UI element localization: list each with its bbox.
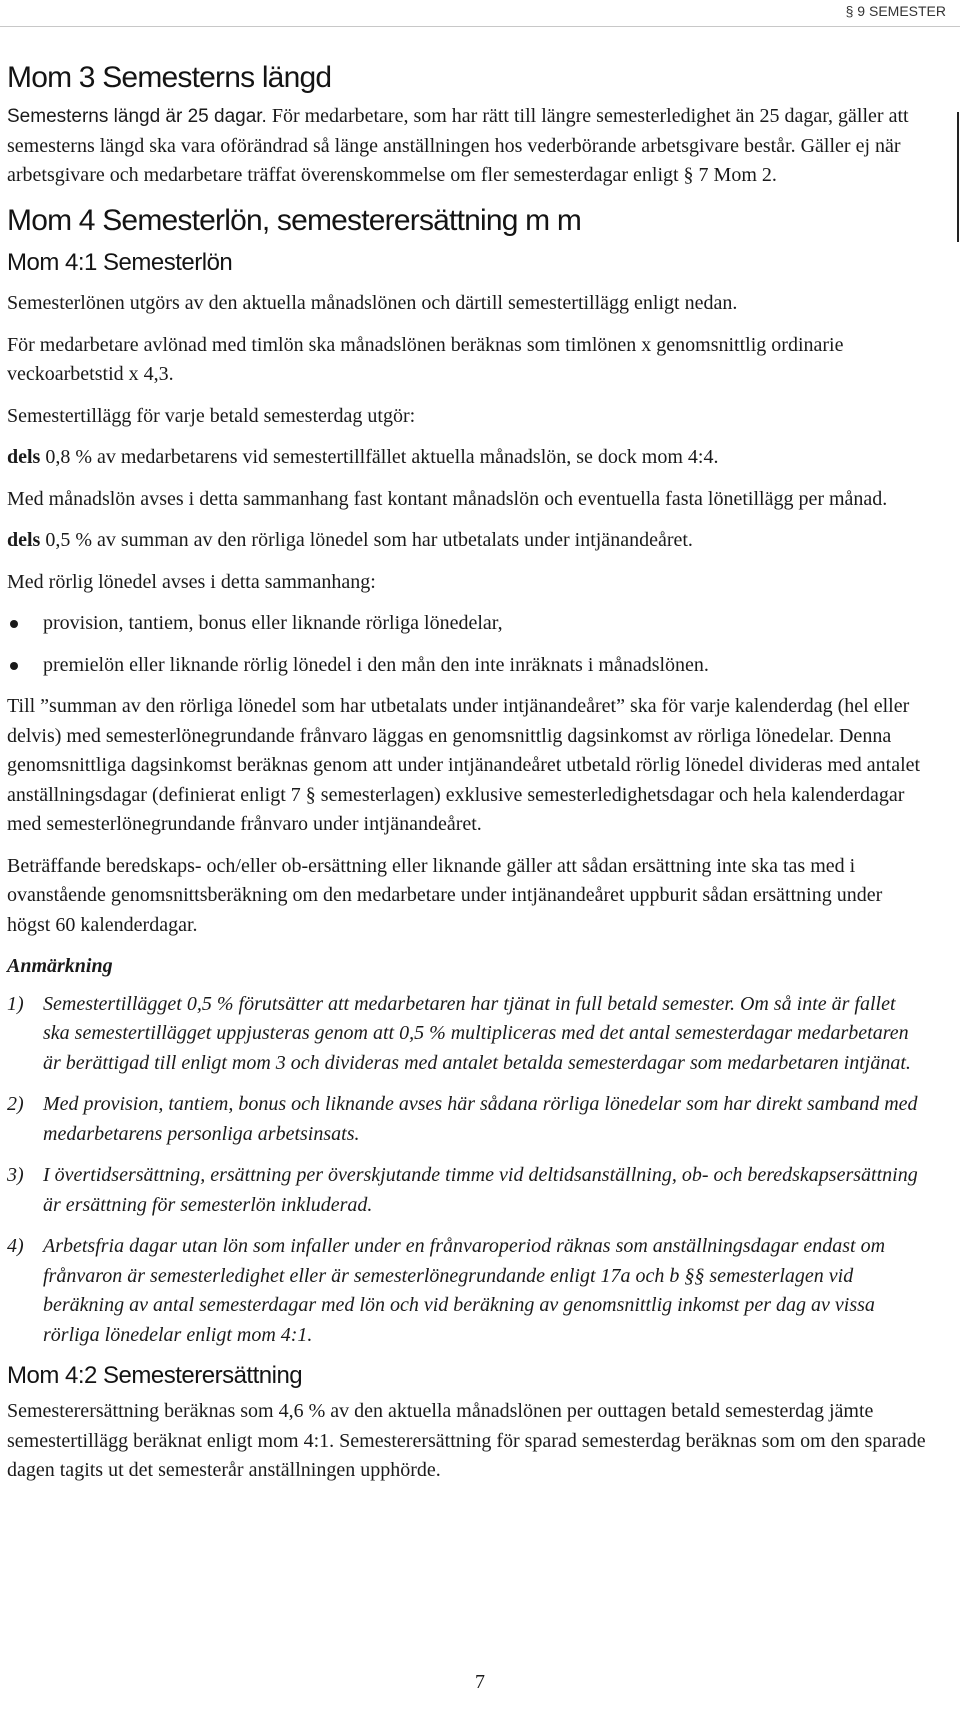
list-item [7, 609, 927, 639]
note-number: 3) [7, 1164, 24, 1187]
note-text: Med provision, tantiem, bonus och liknande avses här sådana rörliga lönedelar som har direkt samband med medarbetarens personliga arbetsinsats. [43, 1093, 918, 1145]
note-number: 1) [7, 992, 24, 1015]
variable-pay-list [7, 609, 927, 680]
note-item [7, 1090, 927, 1149]
mom3-length-sentence: Semesterns längd är 25 dagar. [7, 106, 267, 127]
mom3-length-rest: För medarbetare, som har rätt till längre semesterledighet än 25 dagar, gäller att semesterns längd ska vara oförändrad så länge anställningen hos vederbörande arbetsgivare består. Gäller ej när arbetsgivare och medarbetare träffat överenskommelse om fler semesterdagar enligt § 7 Mom 2. [7, 105, 909, 186]
note-heading: Anmärkning [7, 955, 113, 978]
list-item [7, 651, 927, 681]
mom41-heading: Mom 4:1 Semesterlön [7, 248, 233, 276]
dels2-label: dels [7, 529, 41, 552]
mom42-paragraph: Semesterersättning beräknas som 4,6 % av den aktuella månadslönen per outtagen betald semesterdag jämte semestertillägg beräknat enligt mom 4:1. Semesterersättning för sparad semesterdag beräknas som om den sparade dagen tagits ut det semesterår anställningen upphörde. [7, 1400, 926, 1482]
mom41-p5: Med rörlig lönedel avses i detta sammanhang: [7, 570, 376, 593]
mom3-paragraph [7, 102, 927, 191]
mom41-p6: Till ”summan av den rörliga lönedel som har utbetalats under intjänandeåret” ska för varje kalenderdag (hel eller delvis) med semesterlönegrundande frånvaro läggas en genomsnittlig dagsinkomst av rörliga lönedelar. Denna genomsnittliga dagsinkomst beräknas genom att under intjänandeåret utbetald rörlig lönedel divideras med antalet anställningsdagar (definierat enligt 7 § semesterlagen) exklusive semesterledighetsdagar och hela kalenderdagar med semesterlönegrundande frånvaro under intjänandeåret. [7, 695, 921, 836]
mom41-dels2 [7, 526, 927, 556]
dels1-label: dels [7, 446, 41, 469]
note-item [7, 990, 927, 1079]
note-item [7, 1232, 927, 1350]
dels1-text: 0,8 % av medarbetarens vid semestertillfället aktuella månadslön, se dock mom 4:4. [40, 446, 719, 469]
note-text: I övertidsersättning, ersättning per överskjutande timme vid deltidsanställning, ob- och beredskapsersättning är ersättning för semesterlön inkluderad. [43, 1164, 918, 1216]
notes-list [7, 990, 927, 1351]
mom3-heading: Mom 3 Semesterns längd [7, 61, 332, 94]
mom41-p7: Beträffande beredskaps- och/eller ob-ersättning eller liknande gäller att sådan ersättning inte ska tas med i ovanstående genomsnittsberäkning om den medarbetare under intjänandeåret uppburit sådan ersättning under högst 60 kalenderdagar. [7, 854, 883, 936]
page-number: 7 [475, 1671, 485, 1693]
list-item-text: provision, tantiem, bonus eller liknande rörliga lönedelar, [43, 612, 503, 635]
mom41-p3: Semestertillägg för varje betald semesterdag utgör: [7, 404, 416, 427]
mom41-p4: Med månadslön avses i detta sammanhang fast kontant månadslön och eventuella fasta lönetillägg per månad. [7, 487, 888, 510]
change-bar [957, 112, 959, 242]
mom42-heading: Mom 4:2 Semesterersättning [7, 1362, 303, 1390]
section-label: § 9 SEMESTER [845, 3, 946, 19]
mom41-p1: Semesterlönen utgörs av den aktuella månadslönen och därtill semestertillägg enligt nedan. [7, 292, 738, 315]
note-number: 4) [7, 1235, 24, 1258]
note-number: 2) [7, 1093, 24, 1116]
mom41-p2: För medarbetare avlönad med timlön ska månadslönen beräknas som timlönen x genomsnittlig ordinarie veckoarbetstid x 4,3. [7, 333, 844, 386]
note-item [7, 1161, 927, 1220]
page-content [7, 60, 927, 1498]
list-item-text: premielön eller liknande rörlig lönedel i den mån den inte inräknats i månadslönen. [43, 653, 709, 676]
note-text: Arbetsfria dagar utan lön som infaller under en frånvaroperiod räknas som anställningsdagar endast om frånvaron är semesterledighet eller är semesterlönegrundande enligt 17a och b §§ semesterlagen vid beräkning av antal semesterdagar med lön och vid beräkning av genomsnittlig inkomst per dag av vissa rörliga lönedelar enligt mom 4:1. [43, 1235, 886, 1346]
bullet-icon [10, 620, 18, 628]
note-text: Semestertillägget 0,5 % förutsätter att medarbetaren har tjänat in full betald semester. Om så inte är fallet ska semestertillägget uppjusteras genom att 0,5 % multipliceras med det antal semesterdagar medarbetaren är berättigad till enligt mom 3 och divideras med antalet betalda semesterdagar som medarbetaren intjänat. [43, 992, 911, 1074]
mom4-heading: Mom 4 Semesterlön, semesterersättning m m [7, 203, 582, 237]
page-header [0, 0, 960, 27]
bullet-icon [10, 662, 18, 670]
mom41-dels1 [7, 443, 927, 473]
dels2-text: 0,5 % av summan av den rörliga lönedel som har utbetalats under intjänandeåret. [40, 529, 693, 552]
